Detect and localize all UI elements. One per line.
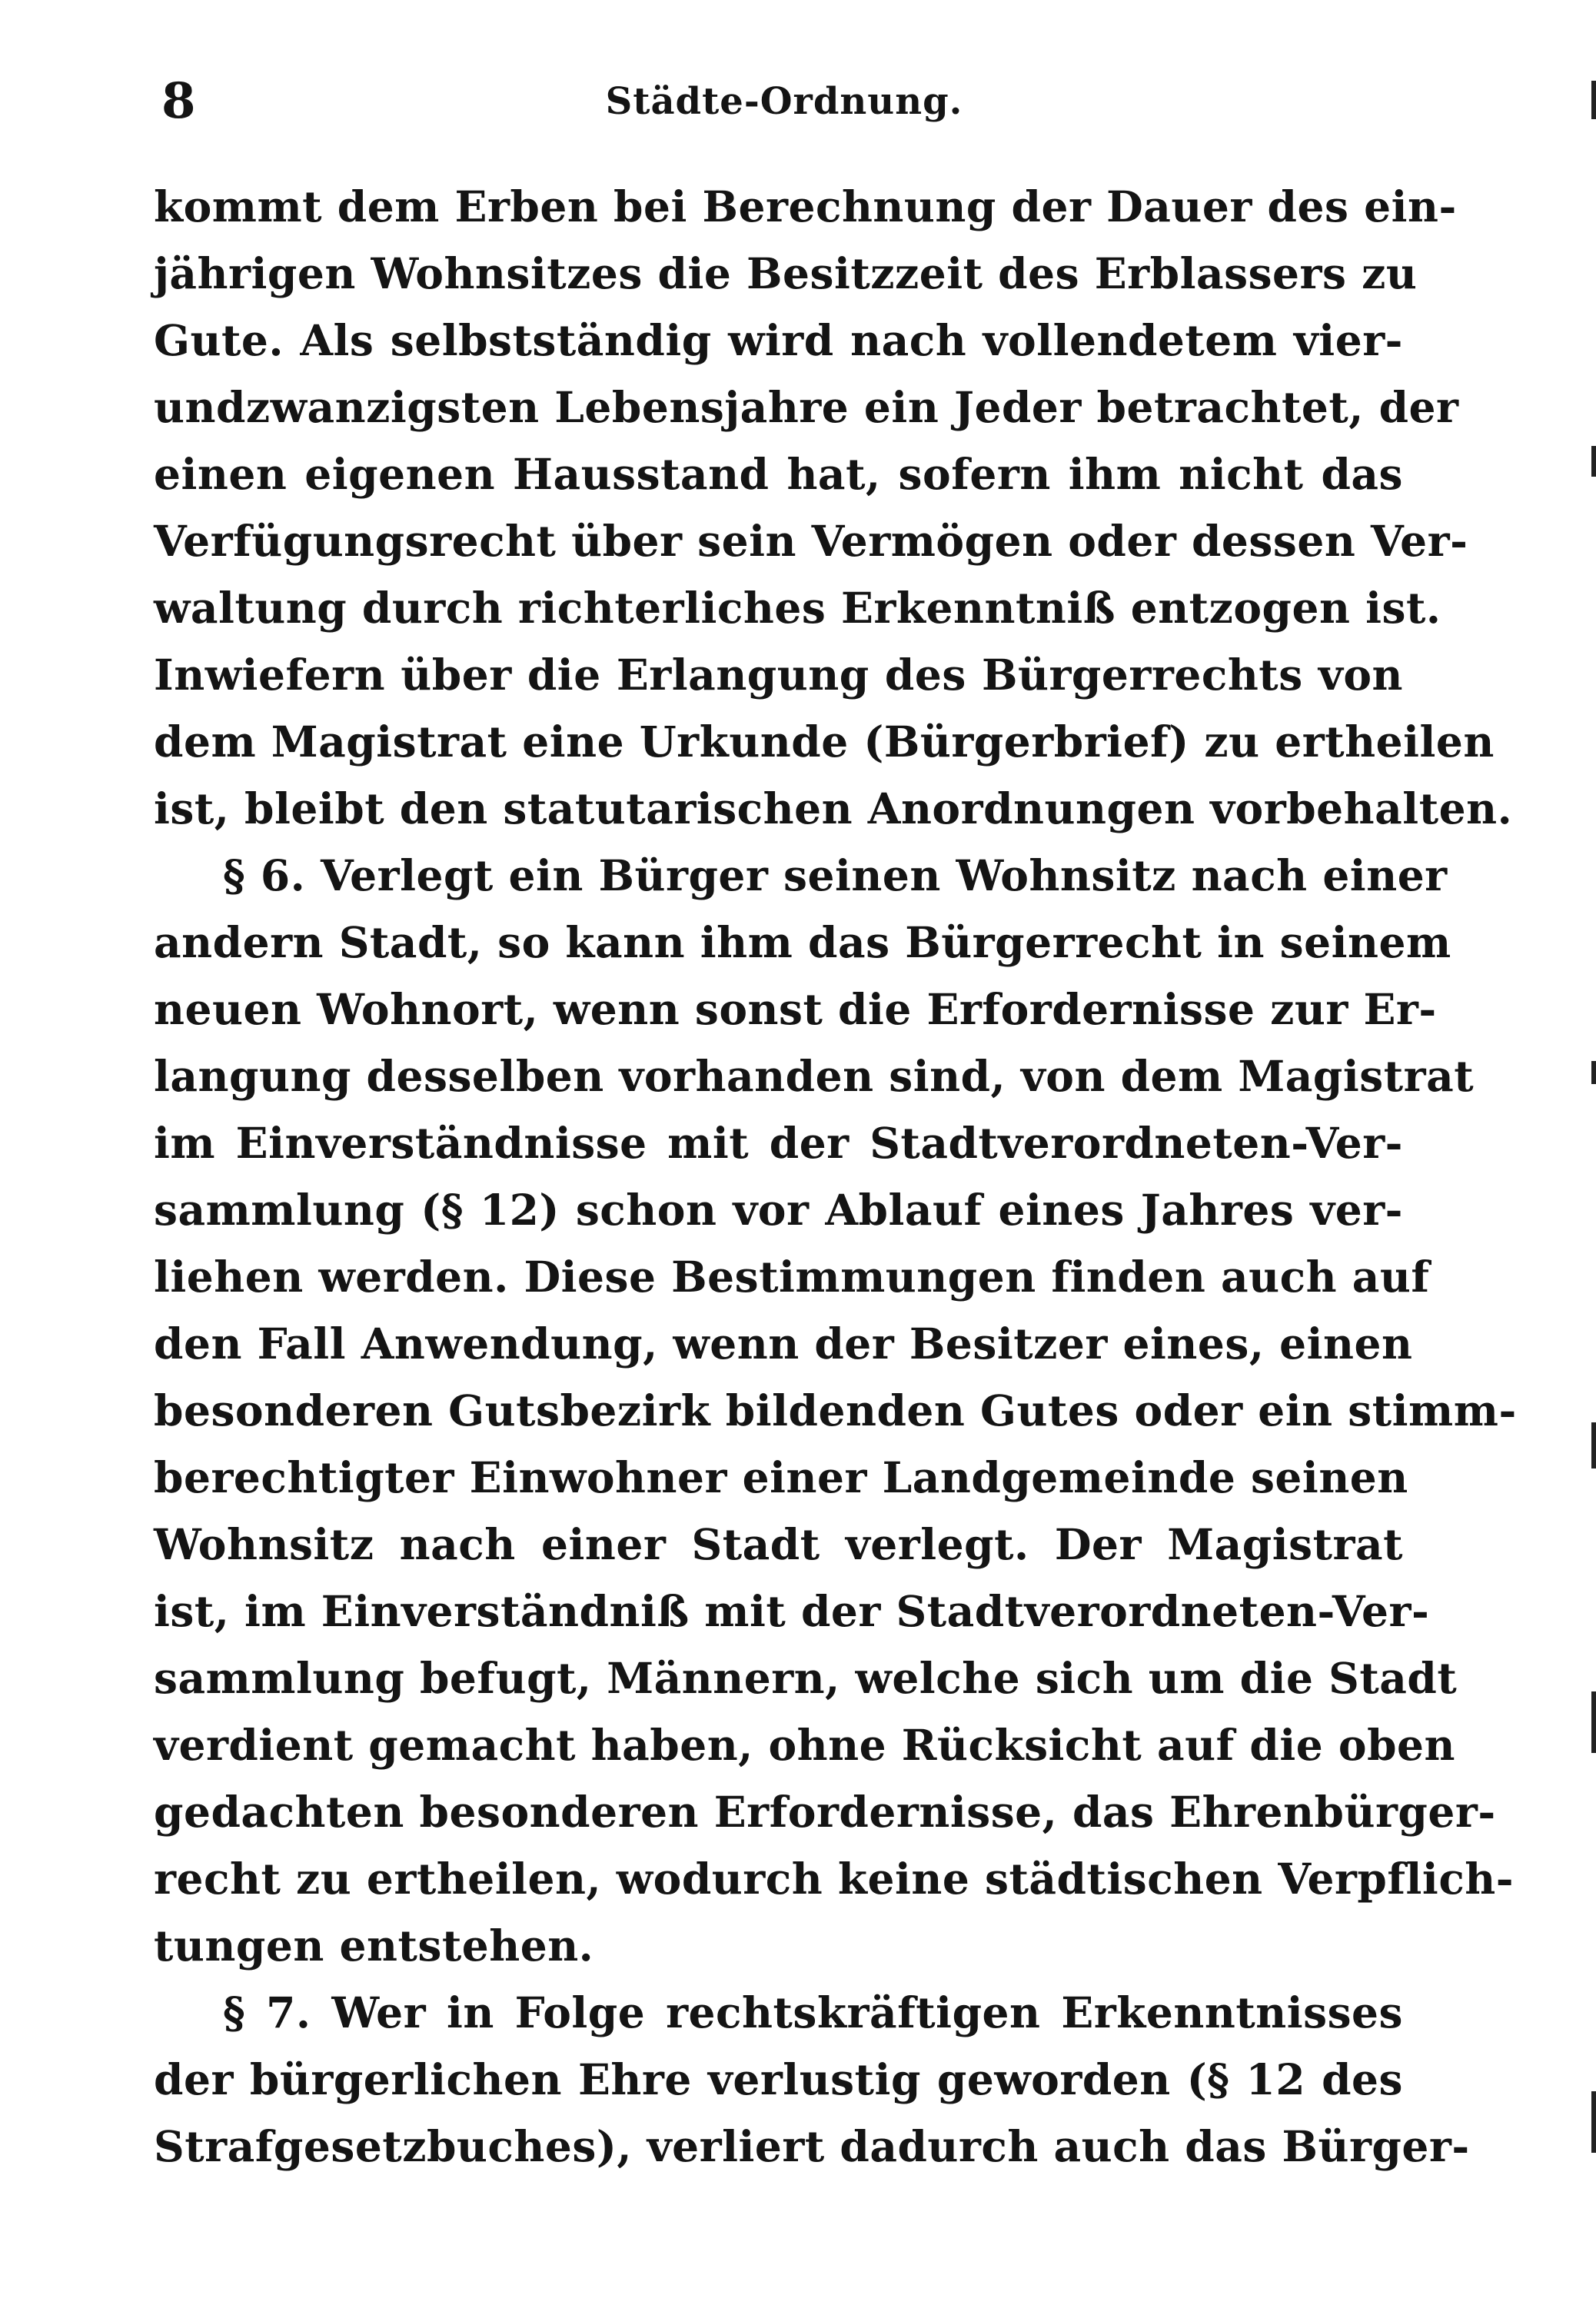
text-line: ist, im Einverständniß mit der Stadtverordneten-Ver- <box>154 1586 1430 1636</box>
page-number: 8 <box>161 72 196 130</box>
text-line: dem Magistrat eine Urkunde (Bürgerbrief) zu ertheilen <box>154 717 1495 767</box>
text-line: verdient gemacht haben, ohne Rücksicht auf die oben <box>154 1720 1456 1770</box>
section-7-start: § 7. Wer in Folge rechtskräftigen Erkenntnisses <box>223 1987 1403 2037</box>
scan-edge-mark <box>1591 81 1596 119</box>
text-line: den Fall Anwendung, wenn der Besitzer eines, einen <box>154 1319 1413 1369</box>
text-line: ist, bleibt den statutarischen Anordnungen vorbehalten. <box>154 783 1513 833</box>
text-line: Inwiefern über die Erlangung des Bürgerrechts von <box>154 650 1403 700</box>
text-line: Verfügungsrecht über sein Vermögen oder dessen Ver- <box>154 516 1468 566</box>
text-line: sammlung befugt, Männern, welche sich um die Stadt <box>154 1653 1458 1703</box>
text-line: kommt dem Erben bei Berechnung der Dauer des ein- <box>154 181 1457 231</box>
scan-edge-mark <box>1591 1422 1596 1468</box>
text-line: sammlung (§ 12) schon vor Ablauf eines Jahres ver- <box>154 1185 1403 1235</box>
text-line: Wohnsitz nach einer Stadt verlegt. Der Magistrat <box>154 1519 1403 1569</box>
text-line: Strafgesetzbuches), verliert dadurch auch das Bürger- <box>154 2121 1470 2171</box>
text-line: undzwanzigsten Lebensjahre ein Jeder betrachtet, der <box>154 382 1459 432</box>
text-line: recht zu ertheilen, wodurch keine städtischen Verpflich- <box>154 1854 1515 1904</box>
scan-edge-mark <box>1591 1061 1596 1084</box>
text-line: Gute. Als selbstständig wird nach vollendetem vier- <box>154 315 1403 365</box>
text-line: berechtigter Einwohner einer Landgemeinde seinen <box>154 1452 1408 1502</box>
running-head: Städte-Ordnung. <box>605 80 963 123</box>
text-line: langung desselben vorhanden sind, von dem Magistrat <box>154 1051 1475 1101</box>
text-line: andern Stadt, so kann ihm das Bürgerrecht in seinem <box>154 917 1451 967</box>
text-line: jährigen Wohnsitzes die Besitzzeit des Erblassers zu <box>154 248 1418 298</box>
text-line: neuen Wohnort, wenn sonst die Erfordernisse zur Er- <box>154 984 1437 1034</box>
scan-edge-mark <box>1591 446 1596 477</box>
body-text <box>154 173 1517 2180</box>
text-line: tungen entstehen. <box>154 1921 594 1971</box>
scan-edge-mark <box>1591 2091 1596 2153</box>
text-line: liehen werden. Diese Bestimmungen finden auch auf <box>154 1252 1430 1302</box>
page-header <box>161 71 1407 132</box>
scan-edge-mark <box>1591 1691 1596 1753</box>
text-line: der bürgerlichen Ehre verlustig geworden (§ 12 des <box>154 2054 1403 2104</box>
section-6-start: § 6. Verlegt ein Bürger seinen Wohnsitz nach einer <box>223 850 1448 900</box>
text-line: im Einverständnisse mit der Stadtverordneten-Ver- <box>154 1118 1403 1168</box>
text-line: besonderen Gutsbezirk bildenden Gutes oder ein stimm- <box>154 1385 1517 1435</box>
text-line: gedachten besonderen Erfordernisse, das Ehrenbürger- <box>154 1787 1496 1837</box>
text-line: waltung durch richterliches Erkenntniß entzogen ist. <box>154 583 1441 633</box>
text-line: einen eigenen Hausstand hat, sofern ihm nicht das <box>154 449 1403 499</box>
